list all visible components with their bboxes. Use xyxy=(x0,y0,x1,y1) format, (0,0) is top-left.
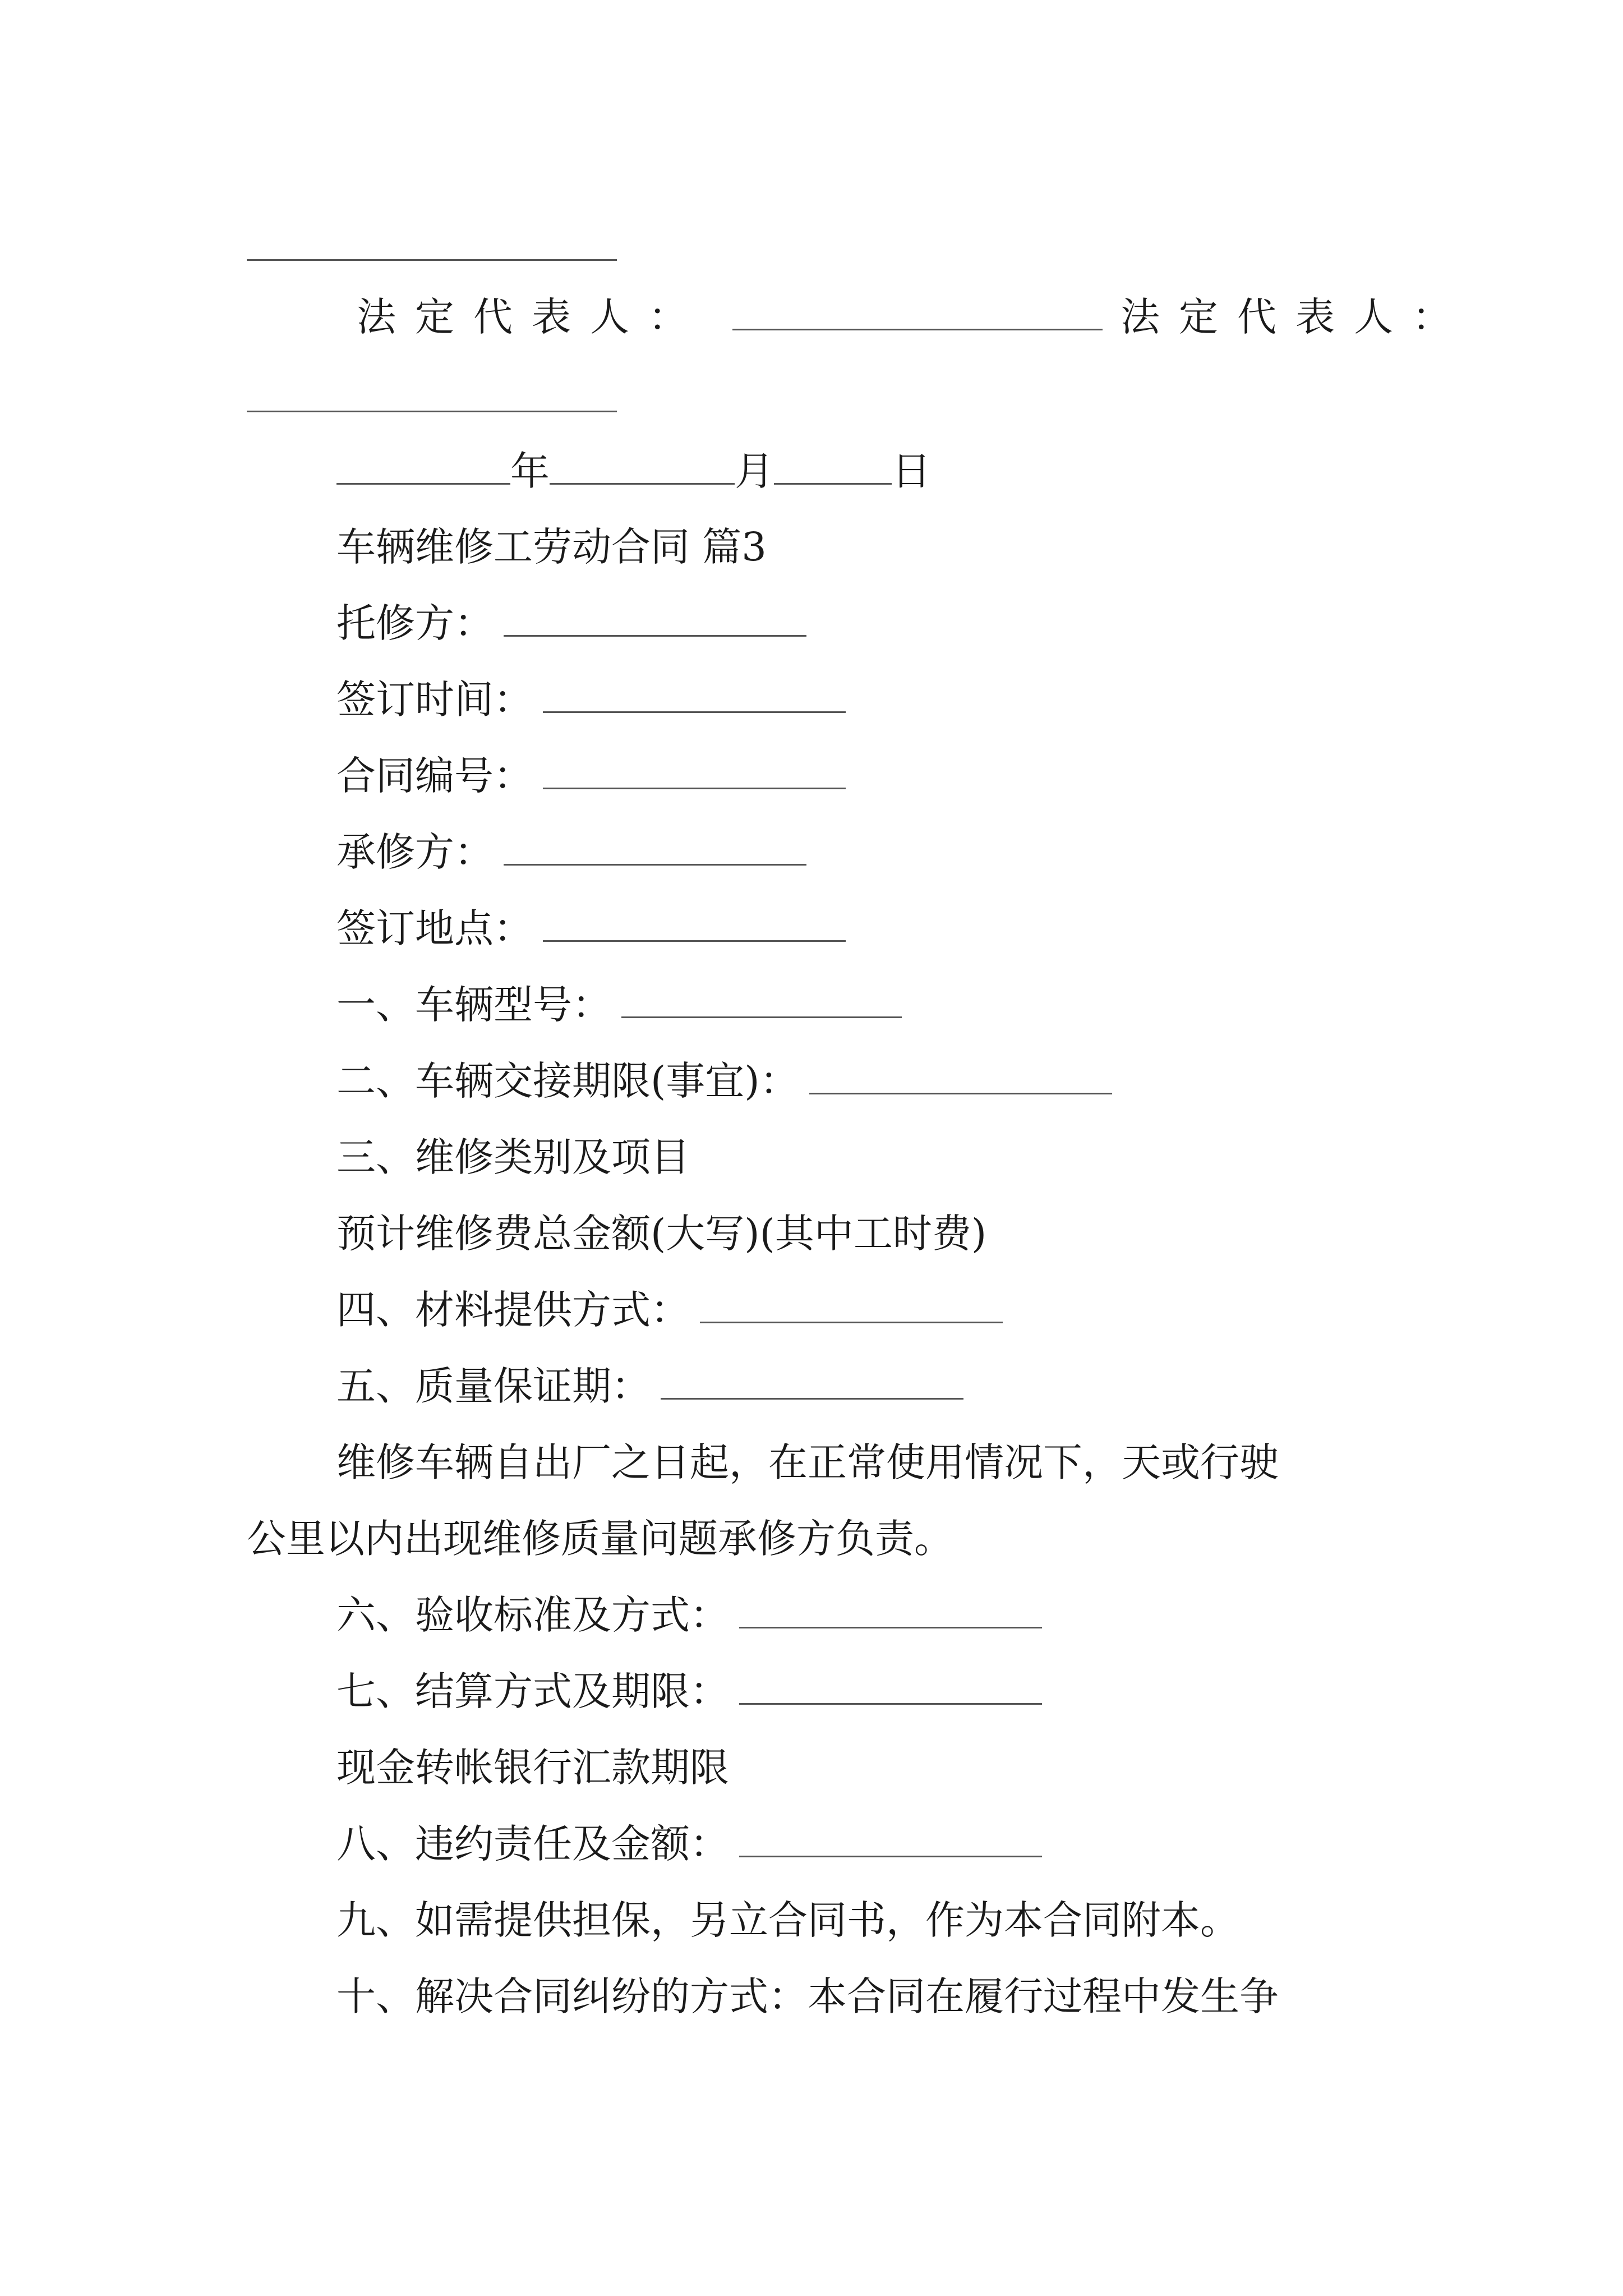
clause-1 xyxy=(336,979,902,1030)
field-sign-date xyxy=(336,674,846,725)
day-blank xyxy=(774,449,892,485)
clause-8-label: 八、违约责任及金额： xyxy=(336,1821,729,1867)
legal-rep-label-left: 法定代表人： xyxy=(357,294,707,340)
field-contract-number-label: 合同编号： xyxy=(336,753,533,799)
field-sign-place xyxy=(336,903,846,954)
month-blank xyxy=(550,449,735,485)
clause-8 xyxy=(336,1819,1042,1869)
field-repairer-label: 承修方： xyxy=(336,829,494,875)
clause-4-blank xyxy=(700,1288,1003,1323)
clause-2-label: 二、车辆交接期限(事宜)： xyxy=(336,1058,799,1104)
clause-6-blank xyxy=(739,1593,1042,1628)
clause-4-label: 四、材料提供方式： xyxy=(336,1287,690,1333)
field-client xyxy=(336,598,806,648)
field-sign-place-blank xyxy=(543,907,846,942)
field-client-label: 托修方： xyxy=(336,600,494,646)
clause-3: 三、维修类别及项目 xyxy=(336,1134,690,1180)
clause-5-body-2: 公里以内出现维修质量问题承修方负责。 xyxy=(247,1516,953,1562)
clause-10: 十、解决合同纠纷的方式：本合同在履行过程中发生争 xyxy=(336,1973,1279,2019)
clause-9: 九、如需提供担保，另立合同书，作为本合同附本。 xyxy=(336,1897,1239,1943)
clause-5-blank xyxy=(661,1364,963,1400)
field-repairer-blank xyxy=(504,830,806,866)
clause-7 xyxy=(336,1666,1042,1717)
clause-1-label: 一、车辆型号： xyxy=(336,982,611,1028)
field-sign-date-label: 签订时间： xyxy=(336,677,533,723)
month-label: 月 xyxy=(735,448,774,494)
clause-6-label: 六、验收标准及方式： xyxy=(336,1592,729,1638)
contract-heading: 车辆维修工劳动合同 篇3 xyxy=(336,524,767,570)
signature-blank-line-2 xyxy=(247,411,617,412)
legal-rep-blank-left xyxy=(732,295,1103,330)
field-sign-date-blank xyxy=(543,678,846,713)
clause-2-blank xyxy=(809,1059,1112,1094)
field-contract-number xyxy=(336,751,846,801)
signature-blank-line xyxy=(247,259,617,261)
clause-7-sub: 现金转帐银行汇款期限 xyxy=(336,1745,729,1791)
clause-5 xyxy=(336,1361,963,1411)
field-sign-place-label: 签订地点： xyxy=(336,905,533,951)
date-line xyxy=(336,446,931,496)
field-repairer xyxy=(336,827,806,877)
clause-5-body-1: 维修车辆自出厂之日起，在正常使用情况下，天或行驶 xyxy=(336,1439,1279,1485)
clause-7-label: 七、结算方式及期限： xyxy=(336,1668,729,1714)
clause-6 xyxy=(336,1590,1042,1640)
day-label: 日 xyxy=(892,448,931,494)
legal-rep-label-right: 法定代表人： xyxy=(1121,294,1470,340)
clause-7-blank xyxy=(739,1669,1042,1705)
clause-2 xyxy=(336,1056,1112,1106)
clause-4 xyxy=(336,1285,1003,1335)
year-label: 年 xyxy=(510,448,550,494)
field-client-blank xyxy=(504,601,806,637)
clause-5-label: 五、质量保证期： xyxy=(336,1363,651,1409)
field-contract-number-blank xyxy=(543,754,846,789)
clause-3-sub: 预计维修费总金额(大写)(其中工时费) xyxy=(336,1211,987,1257)
clause-1-blank xyxy=(621,983,902,1018)
year-blank xyxy=(336,449,510,485)
legal-rep-line xyxy=(357,292,1470,342)
clause-8-blank xyxy=(739,1822,1042,1857)
